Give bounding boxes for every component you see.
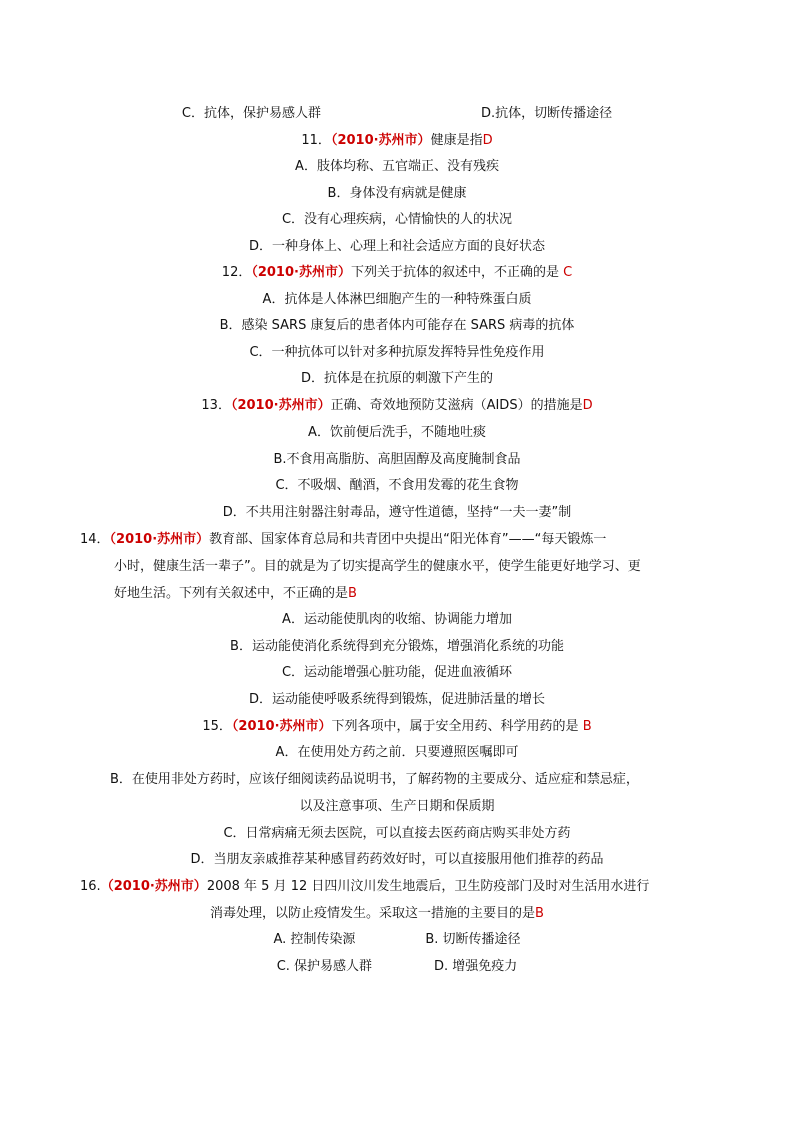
q15-option-a: A．在使用处方药之前．只要遵照医嘱即可 [275, 745, 519, 760]
q16-answer: B [535, 906, 544, 921]
q14-option-b: B．运动能使消化系统得到充分锻炼，增强消化系统的功能 [230, 639, 564, 654]
q11-option-c: C．没有心理疾病，心情愉快的人的状况 [281, 212, 513, 227]
q10-options-row [60, 104, 734, 124]
q15-text: 下列各项中，属于安全用药、科学用药的是 [331, 719, 579, 734]
q16-options-cd [60, 957, 734, 977]
q15-option-c: C．日常病痛无须去医院，可以直接去医药商店购买非处方药 [223, 826, 571, 841]
q16-stem-line2 [210, 904, 690, 924]
q12-source: （2010·苏州市） [251, 265, 351, 280]
q15-source: （2010·苏州市） [231, 719, 332, 734]
q16-option-b: B. 切断传播途径 [425, 932, 521, 947]
q12-option-d: D．抗体是在抗原的刺激下产生的 [300, 371, 493, 386]
q16-options-ab [60, 930, 734, 950]
q11-answer: D [482, 133, 493, 148]
q14-answer: B [348, 586, 357, 601]
q12-option-c: C．一种抗体可以针对多种抗原发挥特异性免疫作用 [249, 345, 545, 360]
q16-option-d: D. 增强免疫力 [434, 959, 518, 974]
q15-option-b-line2: 以及注意事项、生产日期和保质期 [299, 799, 495, 814]
q16-option-c: C. 保护易感人群 [276, 959, 373, 974]
q15-answer: B [582, 719, 592, 734]
q14-number: 14． [80, 532, 110, 547]
q13-stem [60, 396, 734, 416]
q16-text-line2: 消毒处理，以防止疫情发生。采取这一措施的主要目的是 [210, 906, 536, 921]
q15-option-d: D．当朋友亲戚推荐某种感冒药药效好时，可以直接服用他们推荐的药品 [190, 852, 604, 867]
q14-option-d: D．运动能使呼吸系统得到锻炼，促进肺活量的增长 [248, 692, 545, 707]
q11-source: （2010·苏州市） [330, 133, 431, 148]
q16-source: （2010·苏州市） [100, 879, 207, 894]
q13-option-b: B.不食用高脂肪、高胆固醇及高度腌制食品 [273, 452, 521, 467]
q14-text-line1: 教育部、国家体育总局和共青团中央提出“阳光体育”——“每天锻炼一 [209, 532, 607, 547]
q13-option-d: D．不共用注射器注射毒品，遵守性道德，坚持“一夫一妻”制 [222, 505, 572, 520]
q10-option-c: C．抗体，保护易感人群 [181, 106, 321, 121]
q16-number: 16. [80, 879, 101, 894]
q14-source: （2010·苏州市） [109, 532, 210, 547]
q11-number: 11． [301, 133, 331, 148]
q11-stem [60, 131, 734, 151]
q12-text: 下列关于抗体的叙述中，不正确的是 [350, 265, 559, 280]
q11-option-b: B．身体没有病就是健康 [327, 186, 467, 201]
q13-number: 13． [201, 398, 231, 413]
q12-option-a: A．抗体是人体淋巴细胞产生的一种特殊蛋白质 [262, 292, 532, 307]
q15-number: 15． [202, 719, 232, 734]
q13-option-c: C．不吸烟、酗酒，不食用发霉的花生食物 [275, 478, 519, 493]
q12-number: 12． [221, 265, 252, 280]
q13-answer: D [582, 398, 593, 413]
q14-text-line3: 好地生活。下列有关叙述中，不正确的是 [114, 586, 349, 601]
q14-option-a: A．运动能使肌肉的收缩、协调能力增加 [282, 612, 512, 627]
q11-option-a: A．肢体均称、五官端正、没有残疾 [295, 159, 499, 174]
q16-stem-line1 [80, 877, 700, 897]
q12-option-b: B．感染 SARS 康复后的患者体内可能存在 SARS 病毒的抗体 [219, 318, 575, 333]
q11-option-d: D．一种身体上、心理上和社会适应方面的良好状态 [248, 239, 545, 254]
q14-stem-line3 [114, 584, 694, 604]
q13-text: 正确、奇效地预防艾滋病（AIDS）的措施是 [330, 398, 583, 413]
q10-option-d: D.抗体，切断传播途径 [480, 106, 613, 121]
q11-text: 健康是指 [430, 133, 483, 148]
q14-option-c: C．运动能增强心脏功能，促进血液循环 [281, 665, 513, 680]
q16-text-line1: 2008 年 5 月 12 日四川汶川发生地震后，卫生防疫部门及时对生活用水进行 [206, 879, 650, 894]
q14-text-line2: 小时，健康生活一辈子”。目的就是为了切实提高学生的健康水平，使学生能更好地学习、更 [114, 559, 641, 574]
q15-stem [60, 717, 734, 737]
q16-option-a: A. 控制传染源 [273, 932, 356, 947]
q15-option-b-line1: B．在使用非处方药时，应该仔细阅读药品说明书，了解药物的主要成分、适应症和禁忌症， [110, 772, 639, 787]
q12-stem [60, 263, 734, 283]
q13-option-a: A．饮前便后洗手，不随地吐痰 [308, 425, 486, 440]
q12-answer: C [563, 265, 573, 280]
q13-source: （2010·苏州市） [230, 398, 331, 413]
q14-stem-line1 [80, 530, 680, 550]
